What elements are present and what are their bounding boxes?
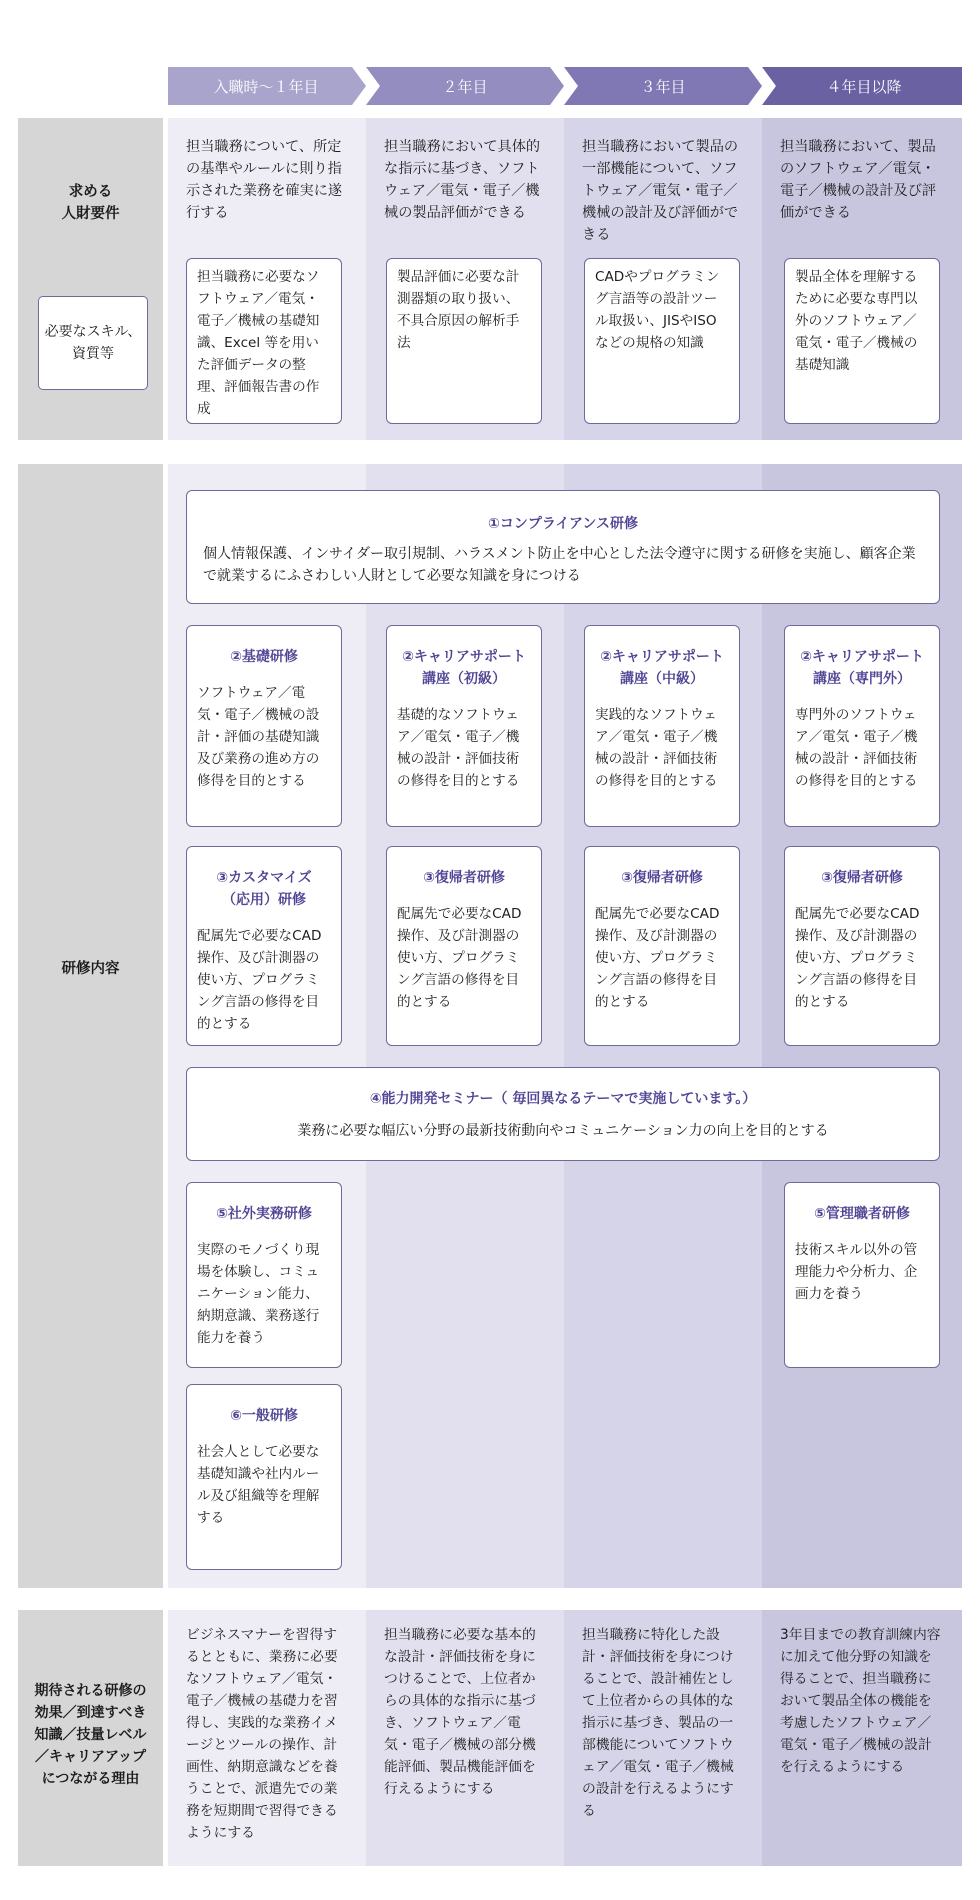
requirement-col3: 担当職務において製品の一部機能について、ソフトウェア／電気・電子／機械の設計及び評価ができる [582, 139, 739, 243]
basic-training-title: ②基礎研修 [230, 649, 298, 665]
effect-col4: 3年目までの教育訓練内容に加えて他分野の知識を得ることで、担当職務において製品全体の機能を考慮したソフトウェア／電気・電子／機械の設計を行えるようにする [780, 1627, 941, 1775]
career-support-nonspecialty-card [784, 625, 940, 827]
career-support-beginner-body: 基礎的なソフトウェア／電気・電子／機械の設計・評価技術の修得を目的とする [397, 707, 520, 789]
compliance-training-card [186, 490, 940, 604]
career-support-intermediate-body: 実践的なソフトウェア／電気・電子／機械の設計・評価技術の修得を目的とする [595, 707, 718, 789]
career-support-nonspecialty-title: ②キャリアサポート 講座（専門外） [800, 649, 924, 687]
header-col3 [566, 67, 760, 105]
external-training-title: ⑤社外実務研修 [216, 1206, 312, 1222]
header-col1-label: 入職時～１年目 [213, 77, 319, 96]
effect-col3: 担当職務に特化した設計・評価技術を身につけることで、設計補佐として上位者からの具体的な指示に基づき、製品の一部機能についてソフトウェア／電気・電子／機械の設計を行えるようにする [582, 1627, 734, 1819]
general-training-title: ⑥一般研修 [230, 1408, 298, 1424]
career-support-intermediate-card [584, 625, 740, 827]
skills-label-box: 必要なスキル、 資質等 [38, 296, 148, 390]
external-training-body: 実際のモノづくり現場を体験し、コミュニケーション能力、納期意識、業務遂行能力を養う [197, 1242, 320, 1346]
returner-training-body-col3: 配属先で必要なCAD操作、及び計測器の使い方、プログラミング言語の修得を目的とする [595, 906, 720, 1010]
requirements-label: 求める 人財要件 [61, 184, 120, 222]
external-training-card [186, 1182, 342, 1368]
requirements-label-cell [18, 118, 163, 440]
returner-training-card-col3 [584, 846, 740, 1046]
customize-training-title: ③カスタマイズ （応用）研修 [216, 870, 312, 908]
training-label: 研修内容 [61, 961, 120, 977]
ability-seminar-card [186, 1067, 940, 1161]
basic-training-body: ソフトウェア／電気・電子／機械の設計・評価の基礎知識及び業務の進め方の修得を目的とする [197, 685, 320, 789]
requirement-col4: 担当職務において、製品のソフトウェア／電気・電子／機械の設計及び評価ができる [780, 139, 937, 221]
career-support-beginner-title: ②キャリアサポート 講座（初級） [402, 649, 526, 687]
skills-col3: CADやプログラミング言語等の設計ツール取扱い、JISやISOなどの規格の知識 [584, 258, 740, 424]
header-col2-label: ２年目 [442, 77, 488, 96]
basic-training-card [186, 625, 342, 827]
career-support-beginner-card [386, 625, 542, 827]
effects-label: 期待される研修の 効果／到達すべき 知識／技量レベル ／キャリアアップ につながる理由 [34, 1683, 147, 1787]
effect-col2: 担当職務に必要な基本的な設計・評価技術を身につけることで、上位者からの具体的な指示に基づき、ソフトウェア／電気・電子／機械の部分機能評価、製品機能評価を行えるようにする [384, 1627, 536, 1797]
manager-training-card [784, 1182, 940, 1368]
requirement-col1: 担当職務について、所定の基準やルールに則り指示された業務を確実に遂行する [186, 139, 343, 221]
career-support-nonspecialty-body: 専門外のソフトウェア／電気・電子／機械の設計・評価技術の修得を目的とする [795, 707, 918, 789]
header-col2 [368, 67, 562, 105]
skills-col1: 担当職務に必要なソフトウェア／電気・電子／機械の基礎知識、Excel 等を用いた評価データの整理、評価報告書の作成 [186, 258, 342, 424]
ability-seminar-title: ④能力開発セミナー（ 毎回異なるテーマで実施しています。） [369, 1091, 757, 1107]
compliance-training-body: 個人情報保護、インサイダー取引規制、ハラスメント防止を中心とした法令遵守に関する研修を実施し、顧客企業で就業するにふさわしい人財として必要な知識を身につける [203, 546, 916, 584]
returner-training-title-col3: ③復帰者研修 [621, 870, 703, 886]
returner-training-body-col2: 配属先で必要なCAD操作、及び計測器の使い方、プログラミング言語の修得を目的とする [397, 906, 522, 1010]
header-col1 [168, 67, 364, 105]
compliance-training-title: ①コンプライアンス研修 [487, 516, 639, 532]
skills-col2: 製品評価に必要な計測器類の取り扱い、不具合原因の解析手法 [386, 258, 542, 424]
career-support-intermediate-title: ②キャリアサポート 講座（中級） [600, 649, 724, 687]
returner-training-title-col2: ③復帰者研修 [423, 870, 505, 886]
customize-training-card [186, 846, 342, 1046]
general-training-card [186, 1384, 342, 1570]
header-col4-label: ４年目以降 [826, 77, 902, 96]
returner-training-card-col4 [784, 846, 940, 1046]
general-training-body: 社会人として必要な基礎知識や社内ルール及び組織等を理解する [197, 1444, 320, 1526]
returner-training-title-col4: ③復帰者研修 [821, 870, 903, 886]
manager-training-title: ⑤管理職者研修 [814, 1206, 910, 1222]
requirement-col2: 担当職務において具体的な指示に基づき、ソフトウェア／電気・電子／機械の製品評価ができる [384, 139, 541, 221]
header-col4 [766, 67, 962, 105]
skills-col4: 製品全体を理解するために必要な専門以外のソフトウェア／電気・電子／機械の基礎知識 [784, 258, 940, 424]
effect-col1: ビジネスマナーを習得するとともに、業務に必要なソフトウェア／電気・電子／機械の基礎力を習得し、実践的な業務イメージとツールの操作、計画性、納期意識などを養うことで、派遣先での業務を短期間で習得できるようにする [186, 1627, 338, 1841]
manager-training-body: 技術スキル以外の管理能力や分析力、企画力を養う [795, 1242, 918, 1302]
returner-training-card-col2 [386, 846, 542, 1046]
customize-training-body: 配属先で必要なCAD操作、及び計測器の使い方、プログラミング言語の修得を目的とする [197, 928, 322, 1032]
ability-seminar-body: 業務に必要な幅広い分野の最新技術動向やコミュニケーション力の向上を目的とする [297, 1123, 829, 1139]
returner-training-body-col4: 配属先で必要なCAD操作、及び計測器の使い方、プログラミング言語の修得を目的とする [795, 906, 920, 1010]
training-label-cell [18, 464, 163, 1588]
header-col3-label: ３年目 [640, 77, 686, 96]
